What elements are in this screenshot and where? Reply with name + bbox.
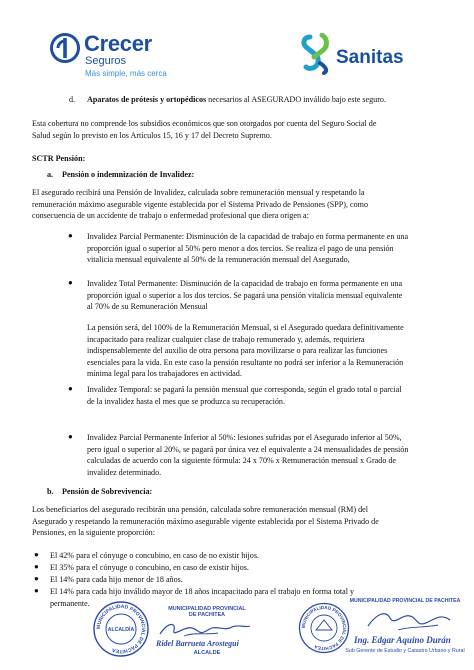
text-line: Pensiones, en la siguiente proporción:	[32, 528, 155, 538]
text-line: El 14% para cada hijo inválido mayor de 18 años incapacitado para el trabajo en forma total y	[50, 587, 355, 596]
seal-ring-text: MUNICIPALIDAD PROVINCIAL DE PACHITEA	[95, 603, 147, 655]
text-line: Salud según lo previsto en los Artículos 15, 16 y 17 del Decreto Supremo.	[32, 130, 272, 140]
seal-center-text: ALCALDÍA	[107, 627, 135, 633]
text-line: Invalidez Parcial Permanente: Disminución de la capacidad de trabajo en forma permanente en una	[87, 232, 409, 241]
bullet-icon: ●	[34, 562, 39, 571]
coverage-paragraph	[32, 118, 444, 141]
text-line: al 70% de su Remuneración Mensual	[87, 302, 208, 312]
text-line: proporción igual o superior a los dos tercios. Se pagará una pensión vitalicia mensual equivalente	[87, 290, 403, 300]
text-line: Invalidez Total Permanente: Disminución de la capacidad de trabajo en forma permanente en una	[87, 279, 403, 288]
bullet-partial-permanent	[87, 231, 445, 266]
crecer-logo-icon	[50, 33, 80, 63]
bullet-icon: ●	[34, 574, 39, 583]
crecer-seguros-logo	[50, 31, 200, 79]
bullet-temporary	[87, 384, 445, 407]
mayor-handwritten-signature	[154, 618, 254, 640]
section-d-label: d.	[69, 95, 76, 104]
invalidity-paragraph	[32, 187, 444, 222]
seguros-logo-text: Seguros	[85, 55, 126, 67]
sanitas-logo-text: Sanitas	[336, 47, 404, 68]
text-line: Invalidez Temporal: se pagará la pensión mensual que corresponda, según el grado total o parcial	[87, 385, 402, 394]
text-line: vitalicia mensual equivalente al 50% de la remuneración mensual del Asegurado,	[87, 255, 350, 265]
text-line: consecuencia de un accidente de trabajo o enfermedad profesional que diera origen a:	[32, 211, 309, 221]
bullet-partial-inferior	[87, 432, 445, 478]
mayor-stamp-title: MUNICIPALIDAD PROVINCIAL DE PACHITEA	[168, 606, 246, 618]
municipality-round-seal-left	[92, 600, 150, 658]
text-line: esenciales para la vida. En este caso la pensión resultante no podrá ser inferior a la Remuneración	[87, 357, 404, 367]
text-line: pero igual o superior al 20%, se pagará por única vez el equivalente a 24 mensualidades de pensión	[87, 444, 409, 454]
section-d-title: Aparatos de prótesis y ortopédicos	[87, 95, 207, 104]
text-line: permanente.	[50, 598, 90, 608]
mayor-name: Ridel Barrueta Arostegui	[156, 639, 239, 648]
text-line: de la invalidez hasta el mes que se produzca su recuperación.	[87, 396, 285, 406]
crecer-logo-text: Crecer	[84, 31, 152, 56]
bullet-icon: ●	[34, 586, 39, 595]
bullet-icon: ●	[68, 278, 73, 287]
text-line: invalidez determinado.	[87, 467, 162, 477]
engineer-stamp-title: MUNICIPALIDAD PROVINCIAL DE PACHITEA	[349, 598, 461, 604]
text-line: Los beneficiarios del asegurado recibirán una pensión, calculada sobre remuneración mensual (RM) del	[32, 505, 368, 514]
survivor-bullet: El 14% para cada hijo menor de 18 años.	[50, 575, 183, 584]
sanitas-logo-icon	[300, 33, 334, 75]
engineer-role: Sub Gerente de Estudio y Catastro Urbano y Rural	[345, 648, 465, 654]
section-b-title: Pensión de Sobrevivencia:	[62, 487, 153, 496]
text-line: Invalidez Parcial Permanente Inferior al 50%: lesiones sufridas por el Asegurado inferior al 50%,	[87, 433, 402, 442]
text-line: proporción igual o superior al 50% pero menor a dos tercios. Se realiza el pago de una pensión	[87, 243, 394, 253]
section-a-title: Pensión o indemnización de Invalidez:	[62, 170, 195, 179]
full-pension-paragraph	[87, 322, 445, 380]
text-line: Asegurado y respetando la remuneración máximo asegurable vigente establecida por el Sistema Privado de	[32, 516, 379, 526]
mayor-signature-block	[152, 606, 262, 656]
engineer-name: Ing. Edgar Aquino Durán	[354, 635, 451, 645]
bullet-icon: ●	[68, 432, 73, 441]
text-line: remuneración máximo asegurable vigente establecida por el Sistema Privado de Pensiones (SPP), como	[32, 199, 369, 209]
bullet-total-permanent	[87, 278, 445, 313]
survivor-bullet: El 35% para el cónyuge o concubino, en caso de existir hijos.	[50, 563, 249, 572]
section-d-rest: necesarios al ASEGURADO inválido bajo este seguro.	[206, 95, 386, 104]
text-line: Esta cobertura no comprende los subsidios económicos que son otorgados por cuenta del Seguro Social de	[32, 119, 377, 128]
section-b-label: b.	[47, 487, 54, 496]
sanitas-logo	[300, 33, 420, 77]
section-a-label: a.	[47, 170, 54, 179]
text-line: incapacitado para realizar cualquier clase de trabajo remunerado y, además, requiriera	[87, 334, 365, 344]
survivor-paragraph	[32, 504, 444, 539]
crecer-tagline: Más simple, más cerca	[85, 69, 167, 78]
engineer-signature-block	[338, 598, 472, 664]
text-line: El asegurado recibirá una Pensión de Invalidez, calculada sobre remuneración mensual y respetando la	[32, 188, 365, 197]
sctr-pension-heading: SCTR Pensión:	[32, 154, 86, 163]
text-line: La pensión será, del 100% de la Remuneración Mensual, si el Asegurado quedara definitivamente	[87, 323, 404, 332]
text-line: mínima legal para los trabajadores en actividad.	[87, 369, 242, 379]
bullet-icon: ●	[68, 231, 73, 240]
engineer-handwritten-signature	[358, 608, 458, 634]
seal-ring-text: MUNICIPALIDAD PROVINCIAL DE PACHITEA	[300, 604, 348, 652]
bullet-icon: ●	[34, 550, 39, 559]
text-line: indispensablemente del auxilio de otra persona para movilizarse o para realizar las funciones	[87, 346, 388, 356]
section-d-line	[87, 94, 386, 106]
seal-emblem-icon	[316, 620, 332, 630]
bullet-icon: ●	[68, 384, 73, 393]
survivor-bullet: El 42% para el cónyuge o concubino, en caso de no existir hijos.	[50, 551, 260, 560]
mayor-role: ALCALDE	[193, 650, 221, 656]
text-line: calculadas de acuerdo con la siguiente fórmula: 24 x 70% x Remuneración mensual x Grado de	[87, 456, 397, 466]
